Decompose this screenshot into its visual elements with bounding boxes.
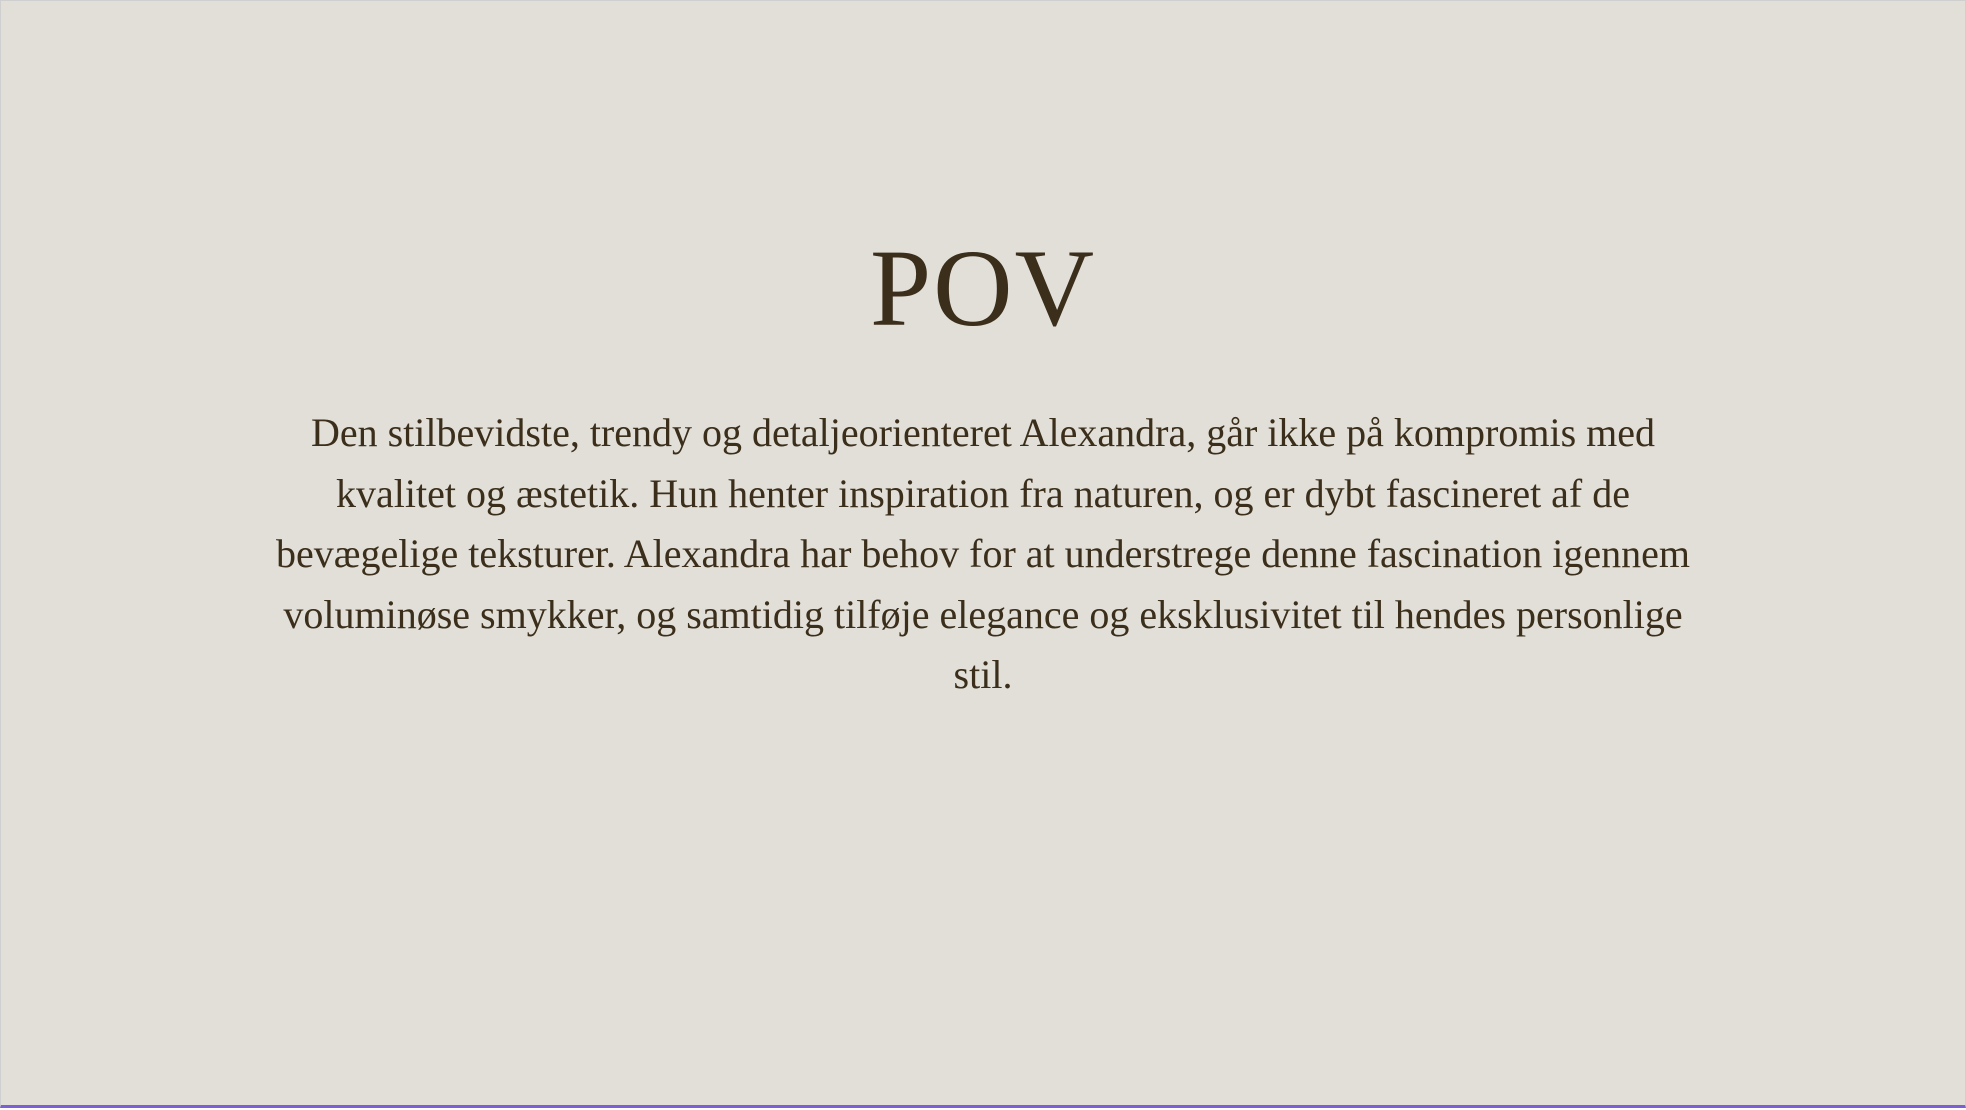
slide-canvas <box>1 1 1965 1105</box>
slide-title: POV <box>869 227 1097 349</box>
slide-body-text: Den stilbevidste, trendy og detaljeorienteret Alexandra, går ikke på kompromis med kvalitet og æstetik. Hun henter inspiration fra naturen, og er dybt fascineret af de bevægelige teksturer. Alexandra har behov for at understrege denne fascination igennem voluminøse smykker, og samtidig tilføje elegance og eksklusivitet til hendes personlige stil. <box>276 410 1690 697</box>
